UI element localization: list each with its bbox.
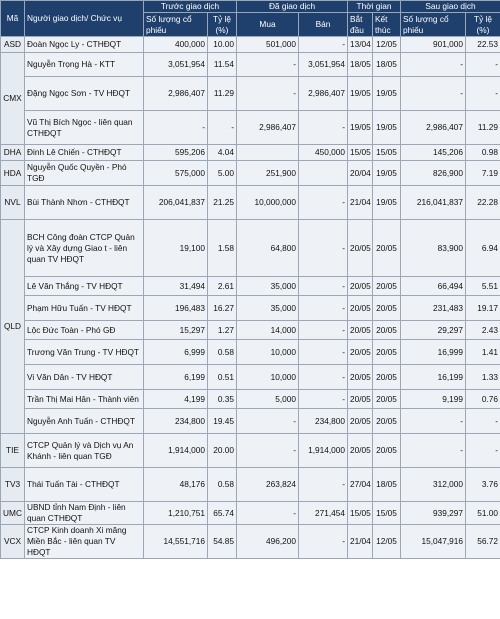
cell-sell: 1,914,000: [299, 434, 348, 468]
cell-sell: -: [299, 277, 348, 296]
cell-buy: -: [237, 502, 299, 525]
cell-code: UMC: [1, 502, 25, 525]
cell-sell: [299, 161, 348, 186]
cell-after-pct: 3.76: [466, 468, 500, 502]
table-row: [1, 502, 500, 525]
cell-code: VCX: [1, 525, 25, 559]
cell-start: 21/04: [348, 525, 373, 559]
cell-before-qty: 595,206: [144, 145, 208, 161]
cell-after-pct: 0.98: [466, 145, 500, 161]
cell-after-pct: 56.72: [466, 525, 500, 559]
cell-name: Bùi Thành Nhơn - CTHĐQT: [25, 186, 144, 220]
cell-after-pct: 2.43: [466, 321, 500, 340]
cell-after-qty: 29,297: [401, 321, 466, 340]
cell-code: HDA: [1, 161, 25, 186]
cell-start: 20/05: [348, 296, 373, 321]
cell-after-pct: 0.76: [466, 390, 500, 409]
table-row: [1, 161, 500, 186]
table-row: [1, 220, 500, 277]
cell-before-qty: 575,000: [144, 161, 208, 186]
cell-after-pct: 1.33: [466, 365, 500, 390]
cell-buy: 64,800: [237, 220, 299, 277]
cell-start: 27/04: [348, 468, 373, 502]
cell-before-pct: 4.04: [208, 145, 237, 161]
cell-before-qty: 234,800: [144, 409, 208, 434]
cell-after-qty: 83,900: [401, 220, 466, 277]
cell-sell: -: [299, 340, 348, 365]
cell-end: 20/05: [373, 220, 401, 277]
cell-sell: 234,800: [299, 409, 348, 434]
cell-buy: -: [237, 53, 299, 77]
cell-before-qty: 1,914,000: [144, 434, 208, 468]
cell-end: 20/05: [373, 365, 401, 390]
cell-name: Vi Văn Dân - TV HĐQT: [25, 365, 144, 390]
cell-start: 13/04: [348, 37, 373, 53]
table-row: [1, 277, 500, 296]
cell-buy: -: [237, 409, 299, 434]
cell-end: 20/05: [373, 277, 401, 296]
cell-end: 20/05: [373, 340, 401, 365]
cell-buy: [237, 145, 299, 161]
header-after-shares: Số lượng cổ phiếu: [401, 13, 466, 37]
cell-end: 12/05: [373, 525, 401, 559]
cell-end: 15/05: [373, 145, 401, 161]
cell-name: Lê Văn Thắng - TV HĐQT: [25, 277, 144, 296]
cell-sell: -: [299, 525, 348, 559]
cell-before-qty: 31,494: [144, 277, 208, 296]
cell-before-pct: 0.58: [208, 340, 237, 365]
cell-before-qty: 15,297: [144, 321, 208, 340]
table-row: [1, 186, 500, 220]
cell-after-qty: 66,494: [401, 277, 466, 296]
cell-after-pct: 19.17: [466, 296, 500, 321]
cell-after-qty: 231,483: [401, 296, 466, 321]
cell-start: 20/05: [348, 390, 373, 409]
header-buy: Mua: [237, 13, 299, 37]
cell-start: 18/05: [348, 53, 373, 77]
cell-after-pct: 11.29: [466, 111, 500, 145]
header-before: Trước giao dịch: [144, 1, 237, 13]
header-start: Bắt đầu: [348, 13, 373, 37]
cell-after-qty: -: [401, 53, 466, 77]
cell-after-qty: 901,000: [401, 37, 466, 53]
cell-sell: -: [299, 321, 348, 340]
table-row: [1, 525, 500, 559]
cell-before-qty: 196,483: [144, 296, 208, 321]
table-row: [1, 468, 500, 502]
cell-name: Đặng Ngọc Sơn - TV HĐQT: [25, 77, 144, 111]
cell-before-pct: 5.00: [208, 161, 237, 186]
cell-before-pct: 2.61: [208, 277, 237, 296]
cell-start: 15/05: [348, 145, 373, 161]
cell-after-qty: 16,999: [401, 340, 466, 365]
cell-name: CTCP Kinh doanh Xi măng Miền Bắc - liên quan TV HĐQT: [25, 525, 144, 559]
cell-after-pct: 51.00: [466, 502, 500, 525]
cell-after-pct: -: [466, 53, 500, 77]
cell-name: CTCP Quản lý và Dịch vụ An Khánh - liên quan TGĐ: [25, 434, 144, 468]
table-row: [1, 296, 500, 321]
cell-after-pct: 5.51: [466, 277, 500, 296]
cell-before-pct: 54.85: [208, 525, 237, 559]
header-code: Mã: [1, 1, 25, 37]
table-row: [1, 53, 500, 77]
cell-before-pct: 65.74: [208, 502, 237, 525]
table-row: [1, 409, 500, 434]
cell-sell: 450,000: [299, 145, 348, 161]
cell-before-pct: 10.00: [208, 37, 237, 53]
cell-before-qty: 4,199: [144, 390, 208, 409]
cell-end: 20/05: [373, 390, 401, 409]
cell-after-qty: 826,900: [401, 161, 466, 186]
cell-end: 20/05: [373, 434, 401, 468]
cell-sell: -: [299, 468, 348, 502]
cell-sell: -: [299, 296, 348, 321]
table-row: [1, 111, 500, 145]
cell-after-qty: 939,297: [401, 502, 466, 525]
cell-sell: 2,986,407: [299, 77, 348, 111]
cell-before-pct: 1.58: [208, 220, 237, 277]
cell-before-qty: 206,041,837: [144, 186, 208, 220]
cell-before-pct: 11.54: [208, 53, 237, 77]
cell-before-pct: 21.25: [208, 186, 237, 220]
cell-name: Phạm Hữu Tuấn - TV HĐQT: [25, 296, 144, 321]
cell-before-qty: 6,199: [144, 365, 208, 390]
cell-name: Trần Thị Mai Hân - Thành viên: [25, 390, 144, 409]
cell-after-pct: 6.94: [466, 220, 500, 277]
cell-start: 20/04: [348, 161, 373, 186]
cell-after-qty: -: [401, 77, 466, 111]
table-row: [1, 77, 500, 111]
cell-buy: 263,824: [237, 468, 299, 502]
cell-before-qty: 2,986,407: [144, 77, 208, 111]
cell-buy: 2,986,407: [237, 111, 299, 145]
cell-buy: 35,000: [237, 296, 299, 321]
cell-start: 20/05: [348, 321, 373, 340]
cell-start: 19/05: [348, 77, 373, 111]
cell-sell: -: [299, 365, 348, 390]
cell-after-qty: 145,206: [401, 145, 466, 161]
cell-buy: -: [237, 77, 299, 111]
table-row: [1, 37, 500, 53]
cell-name: Thái Tuấn Tài - CTHĐQT: [25, 468, 144, 502]
cell-start: 20/05: [348, 409, 373, 434]
cell-after-qty: -: [401, 434, 466, 468]
cell-before-pct: 11.29: [208, 77, 237, 111]
cell-code: TIE: [1, 434, 25, 468]
cell-end: 18/05: [373, 53, 401, 77]
cell-before-pct: 20.00: [208, 434, 237, 468]
cell-before-qty: 400,000: [144, 37, 208, 53]
cell-after-pct: -: [466, 434, 500, 468]
header-before-ratio: Tỷ lệ (%): [208, 13, 237, 37]
cell-end: 20/05: [373, 409, 401, 434]
cell-end: 19/05: [373, 77, 401, 111]
cell-end: 18/05: [373, 468, 401, 502]
cell-name: Nguyễn Anh Tuấn - CTHĐQT: [25, 409, 144, 434]
cell-name: Lộc Đức Toàn - Phó GĐ: [25, 321, 144, 340]
cell-start: 19/05: [348, 111, 373, 145]
cell-buy: 496,200: [237, 525, 299, 559]
cell-buy: 10,000,000: [237, 186, 299, 220]
header-traded: Đã giao dịch: [237, 1, 348, 13]
table-row: [1, 390, 500, 409]
cell-after-pct: -: [466, 409, 500, 434]
header-person: Người giao dịch/ Chức vụ: [25, 1, 144, 37]
cell-buy: 10,000: [237, 340, 299, 365]
cell-end: 12/05: [373, 37, 401, 53]
header-after: Sau giao dịch: [401, 1, 500, 13]
cell-end: 20/05: [373, 321, 401, 340]
cell-name: Đoàn Ngọc Ly - CTHĐQT: [25, 37, 144, 53]
cell-buy: 35,000: [237, 277, 299, 296]
cell-before-pct: -: [208, 111, 237, 145]
table-row: [1, 365, 500, 390]
header-time: Thời gian: [348, 1, 401, 13]
cell-sell: -: [299, 390, 348, 409]
cell-after-qty: 216,041,837: [401, 186, 466, 220]
cell-after-pct: 1.41: [466, 340, 500, 365]
cell-buy: 251,900: [237, 161, 299, 186]
cell-start: 20/05: [348, 365, 373, 390]
cell-after-pct: 22.28: [466, 186, 500, 220]
cell-end: 19/05: [373, 161, 401, 186]
cell-before-qty: 19,100: [144, 220, 208, 277]
cell-sell: 3,051,954: [299, 53, 348, 77]
header-before-shares: Số lượng cổ phiếu: [144, 13, 208, 37]
cell-before-qty: 1,210,751: [144, 502, 208, 525]
cell-start: 20/05: [348, 277, 373, 296]
cell-buy: 501,000: [237, 37, 299, 53]
cell-start: 15/05: [348, 502, 373, 525]
cell-start: 21/04: [348, 186, 373, 220]
cell-buy: 5,000: [237, 390, 299, 409]
cell-after-qty: 9,199: [401, 390, 466, 409]
cell-sell: -: [299, 186, 348, 220]
cell-before-qty: 48,176: [144, 468, 208, 502]
header-after-ratio: Tỷ lệ (%): [466, 13, 500, 37]
cell-start: 20/05: [348, 220, 373, 277]
cell-after-qty: 16,199: [401, 365, 466, 390]
cell-start: 20/05: [348, 434, 373, 468]
cell-name: UBND tỉnh Nam Định - liên quan CTHĐQT: [25, 502, 144, 525]
cell-before-pct: 0.58: [208, 468, 237, 502]
cell-sell: -: [299, 111, 348, 145]
cell-before-qty: 3,051,954: [144, 53, 208, 77]
cell-before-pct: 0.35: [208, 390, 237, 409]
cell-before-qty: 14,551,716: [144, 525, 208, 559]
cell-buy: -: [237, 434, 299, 468]
cell-after-qty: 312,000: [401, 468, 466, 502]
cell-before-pct: 19.45: [208, 409, 237, 434]
cell-code: CMX: [1, 53, 25, 145]
cell-sell: -: [299, 220, 348, 277]
cell-name: Vũ Thị Bích Ngọc - liên quan CTHĐQT: [25, 111, 144, 145]
cell-before-pct: 0.51: [208, 365, 237, 390]
cell-after-qty: 2,986,407: [401, 111, 466, 145]
table-row: [1, 434, 500, 468]
cell-code: DHA: [1, 145, 25, 161]
cell-after-pct: 22.53: [466, 37, 500, 53]
cell-after-qty: 15,047,916: [401, 525, 466, 559]
table-row: [1, 321, 500, 340]
cell-code: QLD: [1, 220, 25, 434]
cell-before-qty: -: [144, 111, 208, 145]
cell-sell: -: [299, 37, 348, 53]
cell-name: Trương Văn Trung - TV HĐQT: [25, 340, 144, 365]
table-row: [1, 145, 500, 161]
cell-name: BCH Công đoàn CTCP Quản lý và Xây dựng Giao t - liên quan TV HĐQT: [25, 220, 144, 277]
header-sell: Bán: [299, 13, 348, 37]
cell-end: 15/05: [373, 502, 401, 525]
cell-buy: 10,000: [237, 365, 299, 390]
cell-before-pct: 16.27: [208, 296, 237, 321]
cell-name: Đinh Lê Chiến - CTHĐQT: [25, 145, 144, 161]
cell-after-pct: -: [466, 77, 500, 111]
table-body: [1, 37, 500, 559]
cell-name: Nguyễn Quốc Quyền - Phó TGĐ: [25, 161, 144, 186]
cell-code: TV3: [1, 468, 25, 502]
cell-code: NVL: [1, 186, 25, 220]
cell-name: Nguyễn Trọng Hà - KTT: [25, 53, 144, 77]
cell-end: 19/05: [373, 186, 401, 220]
table-row: [1, 340, 500, 365]
cell-start: 20/05: [348, 340, 373, 365]
cell-before-pct: 1.27: [208, 321, 237, 340]
cell-code: ASD: [1, 37, 25, 53]
cell-end: 19/05: [373, 111, 401, 145]
cell-after-qty: -: [401, 409, 466, 434]
cell-after-pct: 7.19: [466, 161, 500, 186]
cell-buy: 14,000: [237, 321, 299, 340]
cell-sell: 271,454: [299, 502, 348, 525]
cell-end: 20/05: [373, 296, 401, 321]
header-end: Kết thúc: [373, 13, 401, 37]
cell-before-qty: 6,999: [144, 340, 208, 365]
